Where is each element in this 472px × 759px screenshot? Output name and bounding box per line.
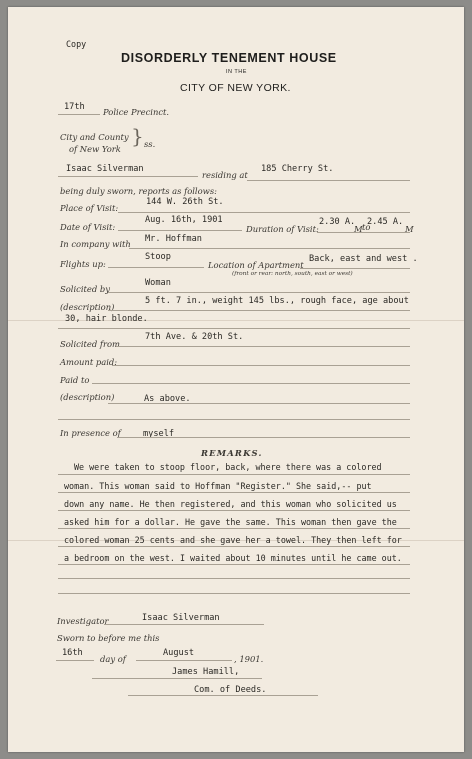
date-value: Aug. 16th, 1901 [145, 215, 223, 225]
investigator-value: Isaac Silverman [142, 613, 220, 623]
remarks-line: a bedroom on the west. I waited about 10 minutes until he came out. [64, 553, 402, 563]
signing-day: 16th [62, 648, 83, 658]
field-line [118, 437, 410, 438]
description2-label: (description) [60, 392, 115, 402]
presence-value: myself [143, 429, 175, 439]
sworn-label: being duly sworn, reports as follows: [60, 186, 217, 196]
place-value: 144 W. 26th St. [146, 197, 224, 207]
field-line [108, 403, 410, 404]
remarks-line: woman. This woman said to Hoffman "Register." She said,-- put [64, 481, 372, 491]
to-label: to [362, 222, 371, 232]
location-value: Back, east and west . [309, 254, 418, 264]
field-line [58, 578, 410, 579]
field-line [116, 346, 410, 347]
flights-label: Flights up: [60, 259, 106, 269]
field-line [118, 230, 242, 231]
field-line [58, 474, 410, 475]
notary-title: Com. of Deeds. [194, 685, 267, 695]
field-line [108, 292, 410, 293]
county-brace: } [131, 124, 144, 148]
solicited-from-value: 7th Ave. & 20th St. [145, 332, 244, 342]
signing-year: , 1901. [234, 654, 264, 664]
field-line [56, 660, 94, 661]
field-line [58, 114, 100, 115]
description-line1: 5 ft. 7 in., weight 145 lbs., rough face, age about [145, 296, 409, 306]
remarks-heading: REMARKS. [201, 448, 263, 458]
place-label: Place of Visit: [60, 203, 119, 213]
solicited-by-value: Woman [145, 278, 171, 288]
city-title: CITY OF NEW YORK. [180, 82, 291, 94]
company-value: Mr. Hoffman [145, 234, 202, 244]
residence-address: 185 Cherry St. [261, 164, 334, 174]
in-the-label: IN THE [226, 69, 247, 75]
sworn-before-label: Sworn to before me this [57, 633, 160, 643]
field-line [58, 510, 410, 511]
county-line2: of New York [69, 144, 121, 154]
investigator-label: Investigator [57, 616, 109, 626]
field-line [108, 267, 204, 268]
description-line2: 30, hair blonde. [65, 314, 148, 324]
field-line [247, 180, 410, 181]
field-line [58, 593, 410, 594]
remarks-line: asked him for a dollar. He gave the same. This woman then gave the [64, 517, 397, 527]
field-line [92, 383, 410, 384]
precinct-value: 17th [64, 102, 85, 112]
copy-mark: Copy [66, 39, 87, 49]
form-title: DISORDERLY TENEMENT HOUSE [121, 51, 337, 65]
field-line [92, 678, 262, 679]
location-hint: (front or rear: north, south, east or west) [232, 271, 353, 277]
notary-name: James Hamill, [172, 667, 240, 677]
ss-label: ss. [144, 139, 156, 149]
field-line [136, 660, 232, 661]
presence-label: In presence of [60, 428, 121, 438]
field-line [58, 419, 410, 420]
description2-value: As above. [144, 394, 191, 404]
field-line [300, 268, 410, 269]
field-line [58, 546, 410, 547]
visit-end: 2.45 A. [367, 217, 404, 227]
am-start: M [354, 224, 363, 234]
duration-label: Duration of Visit: [246, 224, 319, 234]
field-line [58, 176, 198, 177]
field-line [58, 328, 410, 329]
field-line [58, 492, 410, 493]
residing-label: residing at [202, 170, 248, 180]
field-line [58, 528, 410, 529]
field-line [128, 695, 318, 696]
remarks-line: down any name. He then registered, and this woman who solicited us [64, 499, 397, 509]
date-label: Date of Visit: [60, 222, 116, 232]
signing-month: August [163, 648, 195, 658]
remarks-line: We were taken to stoop floor, back, where there was a colored [74, 462, 382, 472]
field-line [104, 624, 264, 625]
day-of-label: day of [100, 654, 126, 664]
field-line [118, 212, 410, 213]
company-label: In company with [60, 239, 131, 249]
solicited-from-label: Solicited from [60, 339, 120, 349]
solicited-by-label: Solicited by [60, 284, 110, 294]
field-line [317, 232, 410, 233]
visit-start: 2.30 A. [319, 217, 356, 227]
remarks-line: colored woman 25 cents and she gave her a towel. They then left for [64, 535, 402, 545]
precinct-label: Police Precinct. [103, 107, 170, 117]
field-line [58, 564, 410, 565]
field-line [108, 310, 410, 311]
paid-to-label: Paid to [60, 375, 90, 385]
field-line [129, 248, 410, 249]
deponent-name: Isaac Silverman [66, 164, 144, 174]
am-end: M [405, 224, 414, 234]
county-line1: City and County [60, 132, 129, 142]
flights-value: Stoop [145, 252, 171, 262]
amount-paid-label: Amount paid: [60, 357, 118, 367]
field-line [112, 365, 410, 366]
location-label: Location of Apartment [208, 260, 304, 270]
description-label: (description) [60, 302, 115, 312]
